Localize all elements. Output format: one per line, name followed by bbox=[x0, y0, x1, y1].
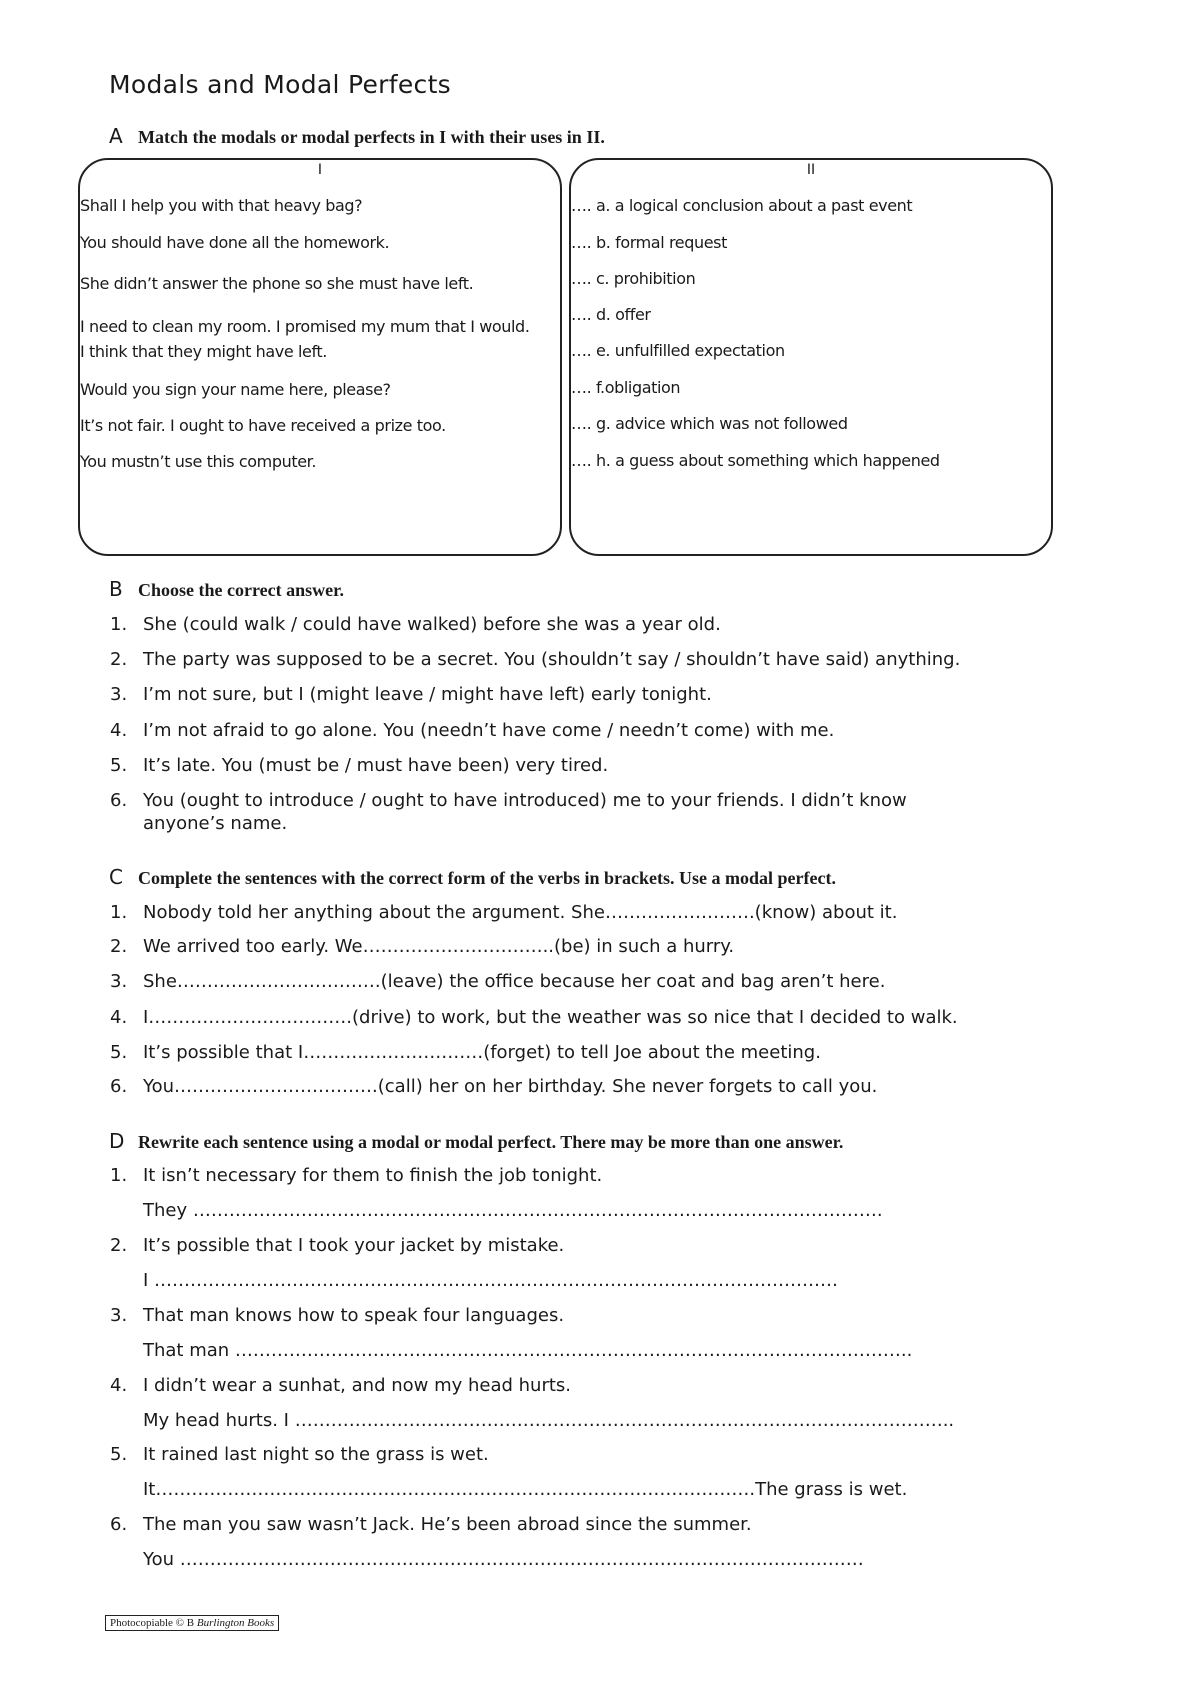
question-text: The man you saw wasn’t Jack. He’s been abroad since the summer. bbox=[143, 1514, 752, 1535]
section-a-heading bbox=[109, 124, 605, 148]
question-item bbox=[110, 1075, 877, 1098]
question-text: The party was supposed to be a secret. You (shouldn’t say / shouldn’t have said) anything. bbox=[143, 649, 961, 670]
section-letter: A bbox=[109, 124, 123, 148]
question-item bbox=[110, 1443, 489, 1466]
question-text: It’s possible that I…………………………(forget) to tell Joe about the meeting. bbox=[143, 1042, 821, 1063]
question-text: Nobody told her anything about the argument. She…………………….(know) about it. bbox=[143, 902, 898, 923]
section-d-heading bbox=[109, 1129, 843, 1153]
column-ii-item: …. f.obligation bbox=[571, 378, 681, 397]
column-i-item: You should have done all the homework. bbox=[80, 233, 390, 252]
section-instruction: Rewrite each sentence using a modal or modal perfect. There may be more than one answer. bbox=[138, 1132, 844, 1152]
column-i-item: It’s not fair. I ought to have received a prize too. bbox=[80, 416, 446, 435]
question-text: I…………………………….(drive) to work, but the weather was so nice that I decided to walk. bbox=[143, 1007, 958, 1028]
question-item bbox=[110, 683, 712, 706]
column-ii-item: …. c. prohibition bbox=[571, 269, 696, 288]
question-number: 2. bbox=[110, 649, 128, 670]
question-item bbox=[110, 901, 897, 924]
question-item bbox=[110, 1041, 821, 1064]
question-number: 6. bbox=[110, 1514, 128, 1535]
answer-line: You …………………………………………………………………………………………………… bbox=[143, 1549, 864, 1570]
copyright-footer bbox=[105, 1615, 279, 1631]
question-item bbox=[110, 935, 734, 958]
copyright-text: Photocopiable © B bbox=[110, 1617, 197, 1629]
section-c-heading bbox=[109, 865, 836, 889]
question-text-continued: anyone’s name. bbox=[143, 813, 288, 834]
answer-line: I …………………………………………………………………………………………………… bbox=[143, 1270, 839, 1291]
column-i-item: Would you sign your name here, please? bbox=[80, 380, 391, 399]
question-text: It’s late. You (must be / must have been) very tired. bbox=[143, 755, 609, 776]
page-title: Modals and Modal Perfects bbox=[109, 70, 451, 99]
question-number: 3. bbox=[110, 684, 128, 705]
question-text: She…………………………….(leave) the office because her coat and bag aren’t here. bbox=[143, 971, 886, 992]
question-text: I didn’t wear a sunhat, and now my head hurts. bbox=[143, 1375, 572, 1396]
column-i-item: I think that they might have left. bbox=[80, 342, 327, 361]
publisher-name: Burlington Books bbox=[196, 1617, 275, 1629]
question-number: 2. bbox=[110, 1235, 128, 1256]
question-item bbox=[110, 970, 885, 993]
section-letter: C bbox=[109, 865, 123, 889]
column-ii-item: …. e. unfulfilled expectation bbox=[571, 341, 785, 360]
question-item bbox=[110, 789, 907, 812]
question-text: You (ought to introduce / ought to have introduced) me to your friends. I didn’t know bbox=[143, 790, 907, 811]
question-item bbox=[110, 754, 608, 777]
question-number: 5. bbox=[110, 1444, 128, 1465]
question-item bbox=[110, 719, 834, 742]
question-number: 5. bbox=[110, 1042, 128, 1063]
section-letter: D bbox=[109, 1129, 125, 1153]
question-item bbox=[110, 1374, 571, 1397]
answer-line: My head hurts. I ……………………………………………………………………………………………….. bbox=[143, 1410, 955, 1431]
question-number: 3. bbox=[110, 971, 128, 992]
answer-line: That man ………………………………………………………………………………………………….. bbox=[143, 1340, 913, 1361]
question-text: I’m not afraid to go alone. You (needn’t have come / needn’t come) with me. bbox=[143, 720, 835, 741]
question-number: 1. bbox=[110, 1165, 128, 1186]
column-ii-item: …. g. advice which was not followed bbox=[571, 414, 848, 433]
question-text: You…………………………….(call) her on her birthday. She never forgets to call you. bbox=[143, 1076, 878, 1097]
section-b-heading bbox=[109, 577, 344, 601]
question-text: It rained last night so the grass is wet. bbox=[143, 1444, 489, 1465]
section-instruction: Match the modals or modal perfects in I with their uses in II. bbox=[138, 127, 605, 147]
question-number: 6. bbox=[110, 1076, 128, 1097]
column-i-header: I bbox=[317, 162, 323, 178]
question-item bbox=[110, 1006, 958, 1029]
question-item bbox=[110, 1513, 752, 1536]
question-number: 4. bbox=[110, 720, 128, 741]
column-i-item: You mustn’t use this computer. bbox=[80, 452, 317, 471]
question-text: We arrived too early. We…………………………..(be) in such a hurry. bbox=[143, 936, 735, 957]
question-number: 1. bbox=[110, 614, 128, 635]
column-ii-item: …. a. a logical conclusion about a past event bbox=[571, 196, 913, 215]
column-ii-item: …. h. a guess about something which happened bbox=[571, 451, 940, 470]
section-instruction: Choose the correct answer. bbox=[138, 580, 344, 600]
section-instruction: Complete the sentences with the correct form of the verbs in brackets. Use a modal perfect. bbox=[138, 868, 836, 888]
question-number: 6. bbox=[110, 790, 128, 811]
answer-line: It……………………………………………………………………………………….The grass is wet. bbox=[143, 1479, 908, 1500]
question-number: 3. bbox=[110, 1305, 128, 1326]
question-item bbox=[110, 1234, 564, 1257]
question-text: It’s possible that I took your jacket by mistake. bbox=[143, 1235, 565, 1256]
question-number: 5. bbox=[110, 755, 128, 776]
question-number: 1. bbox=[110, 902, 128, 923]
column-i-item: I need to clean my room. I promised my mum that I would. bbox=[80, 317, 530, 336]
question-item bbox=[110, 613, 721, 636]
column-ii-item: …. d. offer bbox=[571, 305, 651, 324]
question-number: 2. bbox=[110, 936, 128, 957]
column-ii-item: …. b. formal request bbox=[571, 233, 727, 252]
question-number: 4. bbox=[110, 1007, 128, 1028]
question-item bbox=[110, 648, 960, 671]
question-text: She (could walk / could have walked) before she was a year old. bbox=[143, 614, 721, 635]
answer-line: They ……………………………………………………………………………………………………. bbox=[143, 1200, 883, 1221]
question-text: That man knows how to speak four languages. bbox=[143, 1305, 565, 1326]
column-i-item: Shall I help you with that heavy bag? bbox=[80, 196, 363, 215]
column-i-item: She didn’t answer the phone so she must have left. bbox=[80, 274, 474, 293]
question-number: 4. bbox=[110, 1375, 128, 1396]
column-ii-header: II bbox=[806, 162, 816, 178]
question-text: I’m not sure, but I (might leave / might have left) early tonight. bbox=[143, 684, 712, 705]
section-letter: B bbox=[109, 577, 123, 601]
question-item bbox=[110, 1304, 564, 1327]
question-text: It isn’t necessary for them to finish the job tonight. bbox=[143, 1165, 603, 1186]
question-item bbox=[110, 1164, 602, 1187]
